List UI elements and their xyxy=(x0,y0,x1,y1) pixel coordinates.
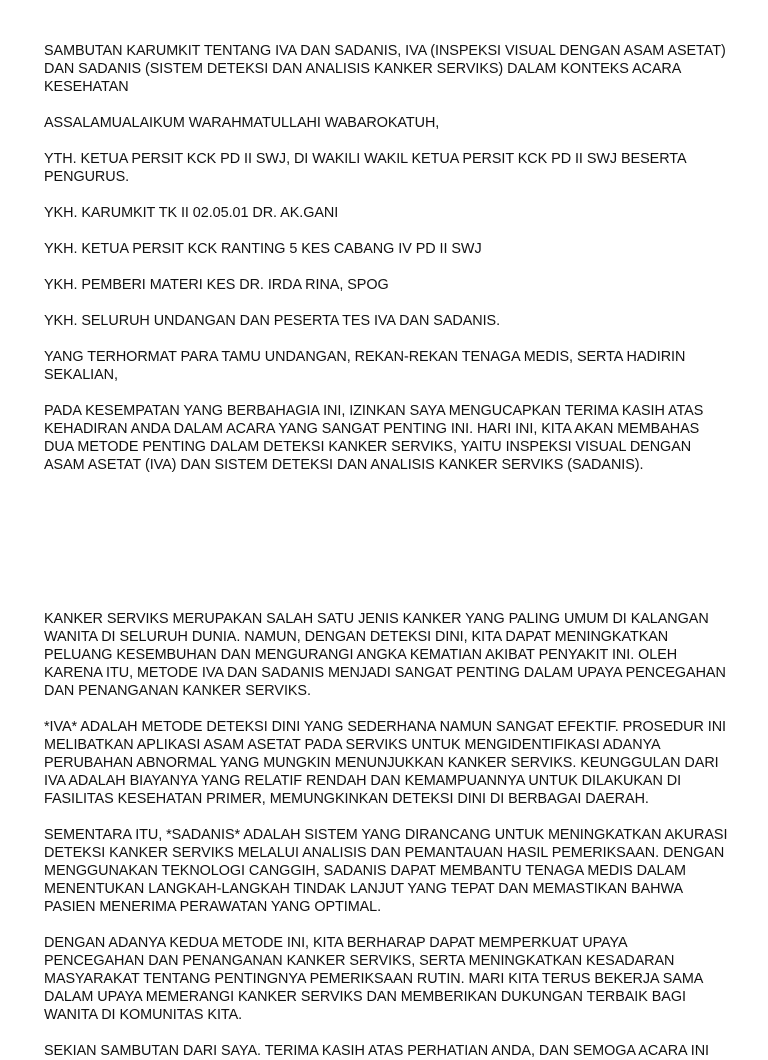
closing-paragraph: SEKIAN SAMBUTAN DARI SAYA. TERIMA KASIH ATAS PERHATIAN ANDA, DAN SEMOGA ACARA INI xyxy=(44,1043,710,1059)
addressee-pemberi-materi: YKH. PEMBERI MATERI KES DR. IRDA RINA, SPOG xyxy=(44,277,389,293)
addressee-karumkit: YKH. KARUMKIT TK II 02.05.01 DR. AK.GANI xyxy=(44,205,339,221)
document-page xyxy=(44,42,728,1060)
body-paragraph-kedua-metode: DENGAN ADANYA KEDUA METODE INI, KITA BERHARAP DAPAT MEMPERKUAT UPAYA PENCEGAHAN DAN PENANGANAN KANKER SERVIKS, SERTA MENINGKATKAN KESADARAN MASYARAKAT TENTANG PENTINGNYA PEMERIKSAAN RUTIN. MARI KITA TERUS BEKERJA SAMA DALAM UPAYA MEMERANGI KANKER SERVIKS DAN MEMBERIKAN DUKUNGAN TERBAIK BAGI WANITA DI KOMUNITAS KITA. xyxy=(44,935,703,1023)
intro-paragraph: PADA KESEMPATAN YANG BERBAHAGIA INI, IZINKAN SAYA MENGUCAPKAN TERIMA KASIH ATAS KEHADIRAN ANDA DALAM ACARA YANG SANGAT PENTING INI. HARI INI, KITA AKAN MEMBAHAS DUA METODE PENTING DALAM DETEKSI KANKER SERVIKS, YAITU INSPEKSI VISUAL DENGAN ASAM ASETAT (IVA) DAN SISTEM DETEKSI DAN ANALISIS KANKER SERVIKS (SADANIS). xyxy=(44,403,704,473)
addressee-undangan: YKH. SELURUH UNDANGAN DAN PESERTA TES IVA DAN SADANIS. xyxy=(44,313,501,329)
addressee-ranting: YKH. KETUA PERSIT KCK RANTING 5 KES CABANG IV PD II SWJ xyxy=(44,241,482,257)
body-paragraph-kanker-serviks: KANKER SERVIKS MERUPAKAN SALAH SATU JENIS KANKER YANG PALING UMUM DI KALANGAN WANITA DI SELURUH DUNIA. NAMUN, DENGAN DETEKSI DINI, KITA DAPAT MENINGKATKAN PELUANG KESEMBUHAN DAN MENGURANGI ANGKA KEMATIAN AKIBAT PENYAKIT INI. OLEH KARENA ITU, METODE IVA DAN SADANIS MENJADI SANGAT PENTING DALAM UPAYA PENCEGAHAN DAN PENANGANAN KANKER SERVIKS. xyxy=(44,611,726,699)
document-title: SAMBUTAN KARUMKIT TENTANG IVA DAN SADANIS, IVA (INSPEKSI VISUAL DENGAN ASAM ASETAT) DAN SADANIS (SISTEM DETEKSI DAN ANALISIS KANKER SERVIKS) DALAM KONTEKS ACARA KESEHATAN xyxy=(44,43,726,95)
addressee-hadirin: YANG TERHORMAT PARA TAMU UNDANGAN, REKAN-REKAN TENAGA MEDIS, SERTA HADIRIN SEKALIAN, xyxy=(44,349,686,383)
body-paragraph-iva: *IVA* ADALAH METODE DETEKSI DINI YANG SEDERHANA NAMUN SANGAT EFEKTIF. PROSEDUR INI MELIBATKAN APLIKASI ASAM ASETAT PADA SERVIKS UNTUK MENGIDENTIFIKASI ADANYA PERUBAHAN ABNORMAL YANG MUNGKIN MENUNJUKKAN KANKER SERVIKS. KEUNGGULAN DARI IVA ADALAH BIAYANYA YANG RELATIF RENDAH DAN KEMAMPUANNYA UNTUK DILAKUKAN DI FASILITAS KESEHATAN PRIMER, MEMUNGKINKAN DETEKSI DINI DI BERBAGAI DAERAH. xyxy=(44,719,726,807)
blank-space xyxy=(44,492,728,610)
greeting: ASSALAMUALAIKUM WARAHMATULLAHI WABAROKATUH, xyxy=(44,115,440,131)
body-paragraph-sadanis: SEMENTARA ITU, *SADANIS* ADALAH SISTEM YANG DIRANCANG UNTUK MENINGKATKAN AKURASI DETEKSI KANKER SERVIKS MELALUI ANALISIS DAN PEMANTAUAN HASIL PEMERIKSAAN. DENGAN MENGGUNAKAN TEKNOLOGI CANGGIH, SADANIS DAPAT MEMBANTU TENAGA MEDIS DALAM MENENTUKAN LANGKAH-LANGKAH TINDAK LANJUT YANG TEPAT DAN MEMASTIKAN BAHWA PASIEN MENERIMA PERAWATAN YANG OPTIMAL. xyxy=(44,827,728,915)
addressee-persit: YTH. KETUA PERSIT KCK PD II SWJ, DI WAKILI WAKIL KETUA PERSIT KCK PD II SWJ BESERTA PENGURUS. xyxy=(44,151,686,185)
